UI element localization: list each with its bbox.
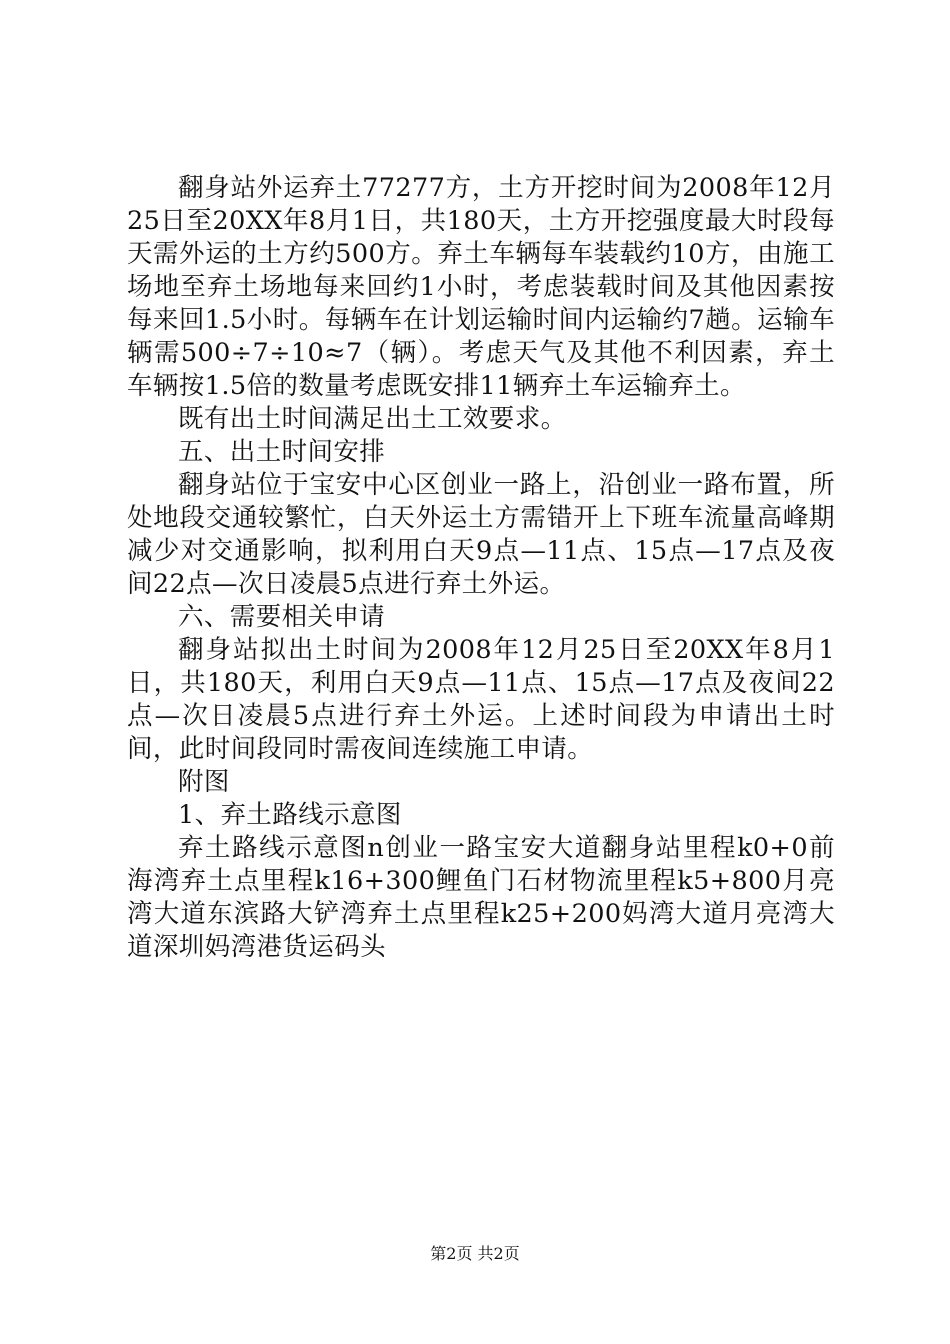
document-body	[127, 172, 835, 964]
page-footer: 第2页 共2页	[430, 1244, 520, 1263]
paragraph-earth-transport-calculation: 翻身站外运弃土77277方，土方开挖时间为2008年12月25日至20XX年8月1日，共180天，土方开挖强度最大时段每天需外运的土方约500方。弃土车辆每车装载约10方，由施工场地至弃土场地每来回约1小时，考虑装载时间及其他因素按每来回1.5小时。每辆车在计划运输时间内运输约7趟。运输车辆需500÷7÷10≈7（辆）。考虑天气及其他不利因素，弃土车辆按1.5倍的数量考虑既安排11辆弃土车运输弃土。	[127, 173, 835, 401]
section-heading-applications: 六、需要相关申请	[178, 602, 386, 632]
paragraph-schedule-details: 翻身站位于宝安中心区创业一路上，沿创业一路布置，所处地段交通较繁忙，白天外运土方需错开上下班车流量高峰期减少对交通影响，拟利用白天9点—11点、15点—17点及夜间22点—次日凌晨5点进行弃土外运。	[127, 470, 835, 599]
attachment-heading: 附图	[178, 767, 230, 797]
paragraph-application-details: 翻身站拟出土时间为2008年12月25日至20XX年8月1日，共180天，利用白天9点—11点、15点—17点及夜间22点—次日凌晨5点进行弃土外运。上述时间段为申请出土时间，此时间段同时需夜间连续施工申请。	[127, 635, 835, 764]
paragraph-efficiency-note: 既有出土时间满足出土工效要求。	[178, 404, 567, 434]
paragraph-route-description: 弃土路线示意图n创业一路宝安大道翻身站里程k0+0前海湾弃土点里程k16+300鲤鱼门石材物流里程k5+800月亮湾大道东滨路大铲湾弃土点里程k25+200妈湾大道月亮湾大道深圳妈湾港货运码头	[127, 833, 835, 962]
attachment-item-route-map: 1、弃土路线示意图	[178, 800, 402, 830]
section-heading-schedule: 五、出土时间安排	[178, 437, 386, 467]
